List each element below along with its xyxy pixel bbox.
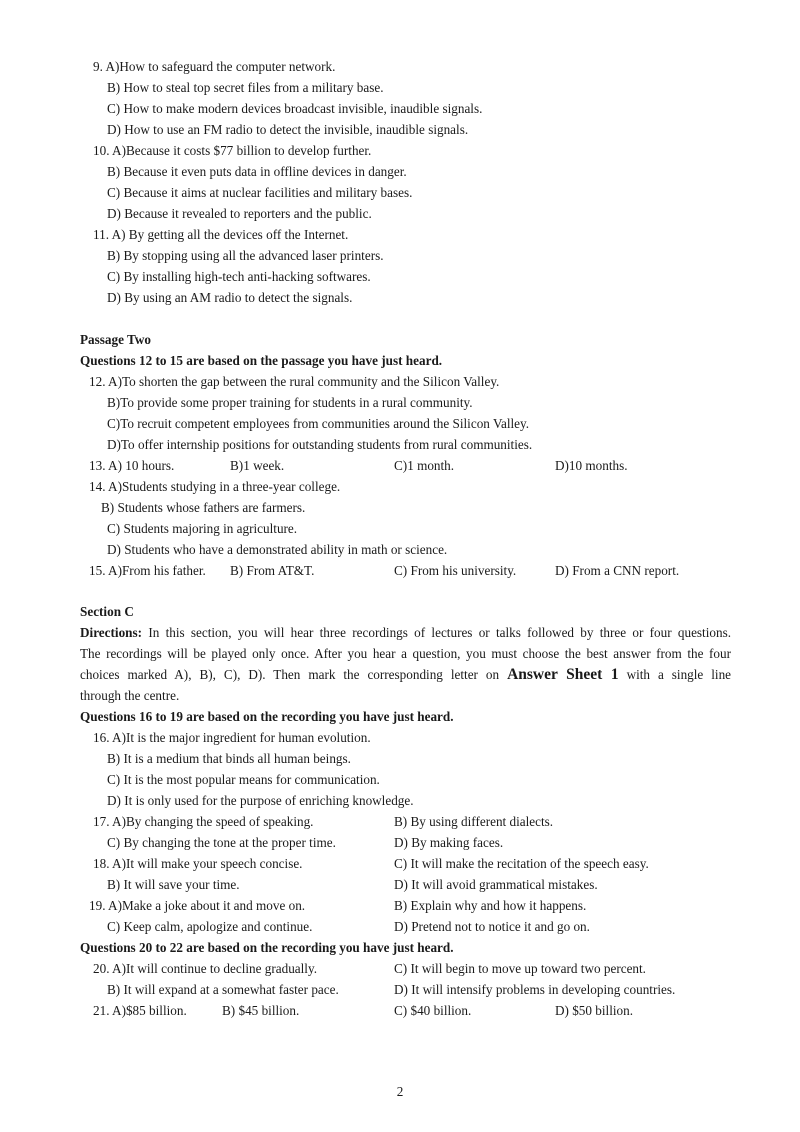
recording-instruction-16-19: Questions 16 to 19 are based on the recording you have just heard. [80,709,454,724]
q11-option-d: D) By using an AM radio to detect the signals. [107,290,353,305]
q9-option-c: C) How to make modern devices broadcast invisible, inaudible signals. [107,101,483,116]
q15-option-b: B) From AT&T. [230,563,315,578]
q11-option-a: 11. A) By getting all the devices off the Internet. [93,227,349,242]
q21-option-a: 21. A)$85 billion. [93,1003,187,1018]
q12-option-d: D)To offer internship positions for outstanding students from rural communities. [107,437,533,452]
q19-option-c: C) Keep calm, apologize and continue. [107,919,313,934]
passage-two-instruction: Questions 12 to 15 are based on the passage you have just heard. [80,353,443,368]
q21-option-c: C) $40 billion. [394,1003,472,1018]
q16-option-c: C) It is the most popular means for communication. [107,772,380,787]
q9-option-a: 9. A)How to safeguard the computer network. [93,59,336,74]
q18-option-c: C) It will make the recitation of the speech easy. [394,856,649,871]
section-c-heading: Section C [80,604,134,619]
q10-option-a: 10. A)Because it costs $77 billion to develop further. [93,143,372,158]
q17-option-c: C) By changing the tone at the proper time. [107,835,336,850]
q13-option-b: B)1 week. [230,458,285,473]
directions-text-3: choices marked A), B), C), D). Then mark the corresponding letter on [80,667,500,682]
q10-option-d: D) Because it revealed to reporters and the public. [107,206,372,221]
q21-option-b: B) $45 billion. [222,1003,300,1018]
q15-option-d: D) From a CNN report. [555,563,680,578]
q20-option-a: 20. A)It will continue to decline gradually. [93,961,318,976]
page-number: 2 [396,1084,404,1099]
q10-option-c: C) Because it aims at nuclear facilities and military bases. [107,185,413,200]
q13-option-c: C)1 month. [394,458,455,473]
q14-option-c: C) Students majoring in agriculture. [107,521,298,536]
q13-option-a: 13. A) 10 hours. [89,458,175,473]
q18-option-d: D) It will avoid grammatical mistakes. [394,877,598,892]
q9-option-b: B) How to steal top secret files from a military base. [107,80,384,95]
q16-option-b: B) It is a medium that binds all human beings. [107,751,351,766]
q10-option-b: B) Because it even puts data in offline devices in danger. [107,164,407,179]
directions-line-1 [80,622,731,643]
directions-line-2: The recordings will be played only once. After you hear a question, you must choose the best answer from the four [80,646,731,661]
q20-option-b: B) It will expand at a somewhat faster pace. [107,982,339,997]
q9-option-d: D) How to use an FM radio to detect the invisible, inaudible signals. [107,122,469,137]
q18-option-a: 18. A)It will make your speech concise. [93,856,303,871]
q17-option-d: D) By making faces. [394,835,504,850]
directions-text-1: In this section, you will hear three recordings of lectures or talks followed by three or four questions. [148,625,732,640]
q18-option-b: B) It will save your time. [107,877,240,892]
q21-option-d: D) $50 billion. [555,1003,634,1018]
q15-option-c: C) From his university. [394,563,517,578]
passage-two-heading: Passage Two [80,332,151,347]
q19-option-a: 19. A)Make a joke about it and move on. [89,898,306,913]
recording-instruction-20-22: Questions 20 to 22 are based on the recording you have just heard. [80,940,454,955]
q13-option-d: D)10 months. [555,458,628,473]
q15-option-a: 15. A)From his father. [89,563,206,578]
q12-option-a: 12. A)To shorten the gap between the rural community and the Silicon Valley. [89,374,500,389]
directions-label: Directions: [80,625,143,640]
q19-option-b: B) Explain why and how it happens. [394,898,587,913]
q17-option-a: 17. A)By changing the speed of speaking. [93,814,314,829]
q14-option-d: D) Students who have a demonstrated ability in math or science. [107,542,448,557]
q14-option-b: B) Students whose fathers are farmers. [101,500,306,515]
q12-option-b: B)To provide some proper training for students in a rural community. [107,395,473,410]
q11-option-b: B) By stopping using all the advanced laser printers. [107,248,384,263]
q11-option-c: C) By installing high-tech anti-hacking softwares. [107,269,371,284]
q16-option-a: 16. A)It is the major ingredient for human evolution. [93,730,371,745]
directions-text-3-post: with a single line [626,667,732,682]
q16-option-d: D) It is only used for the purpose of enriching knowledge. [107,793,414,808]
directions-line-3 [80,664,731,685]
answer-sheet-label: Answer Sheet 1 [507,666,619,683]
q19-option-d: D) Pretend not to notice it and go on. [394,919,590,934]
q20-option-d: D) It will intensify problems in developing countries. [394,982,676,997]
directions-line-4: through the centre. [80,688,180,703]
q20-option-c: C) It will begin to move up toward two percent. [394,961,646,976]
q17-option-b: B) By using different dialects. [394,814,554,829]
q12-option-c: C)To recruit competent employees from communities around the Silicon Valley. [107,416,530,431]
q14-option-a: 14. A)Students studying in a three-year college. [89,479,341,494]
